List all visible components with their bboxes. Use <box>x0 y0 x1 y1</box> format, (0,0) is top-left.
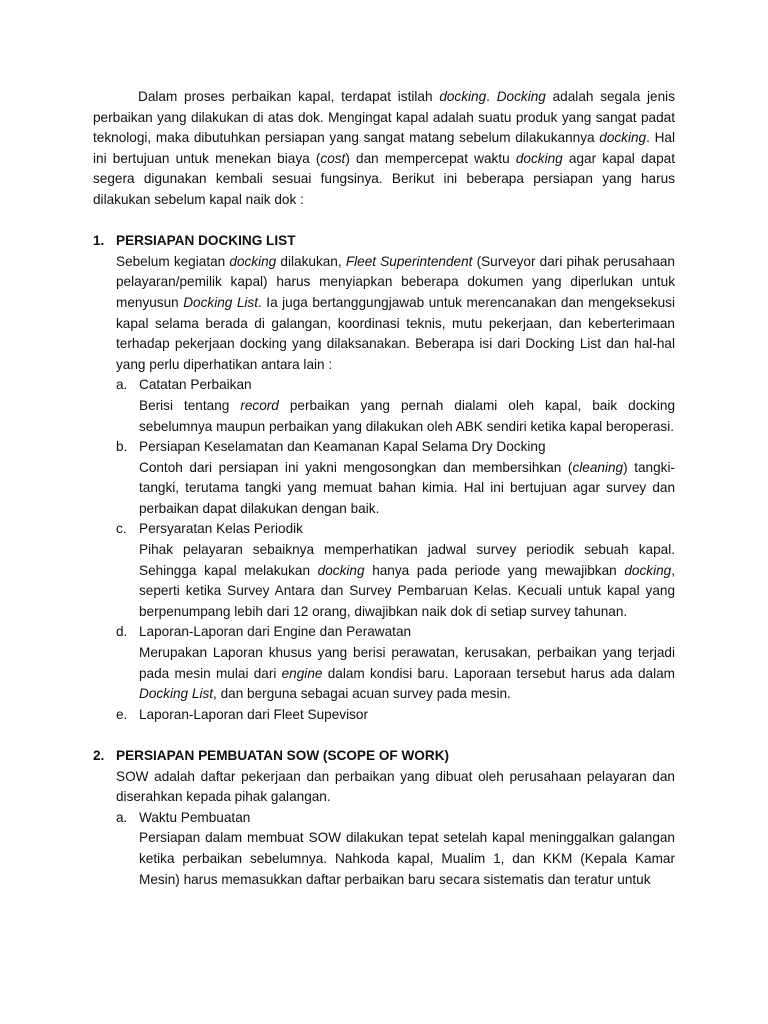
text-run: hanya pada periode yang mewajibkan <box>364 562 625 578</box>
text-run: . <box>486 89 497 104</box>
italic-term: engine <box>281 665 323 681</box>
section-number: 1. <box>93 233 105 249</box>
italic-term: cleaning <box>572 459 624 475</box>
list-item-paragraph <box>139 458 675 520</box>
section-number: 2. <box>93 748 105 763</box>
list-item-letter: a. <box>116 809 128 825</box>
list-item-paragraph <box>139 396 675 437</box>
list-item-title: Waktu Pembuatan <box>139 809 251 825</box>
text-run: ) tangki-tangki, terutama tangki yang memuat bahan kimia. Hal ini bertujuan agar survey dan perbaikan dapat dilakukan dengan baik. <box>139 459 675 516</box>
section-title: PERSIAPAN PEMBUATAN SOW (SCOPE OF WORK) <box>116 748 450 763</box>
list-item-letter: a. <box>116 377 128 393</box>
list-item-letter: c. <box>116 521 127 537</box>
list-item-letter: b. <box>116 439 128 455</box>
list-item-title: Persiapan Keselamatan dan Keamanan Kapal Selama Dry Docking <box>139 439 546 455</box>
list-item-paragraph: Persiapan dalam membuat SOW dilakukan tepat setelah kapal meninggalkan galangan ketika perbaikan sebelumnya. Nahkoda kapal, Mualim 1, dan KKM (Kepala Kamar Mesin) harus memasukkan daftar perbaikan baru secara sistematis dan teratur untuk <box>139 830 675 887</box>
italic-term: docking <box>317 562 365 578</box>
document-body <box>93 87 675 890</box>
list-item-title: Laporan-Laporan dari Engine dan Perawatan <box>139 624 412 640</box>
list-item-title: Laporan-Laporan dari Fleet Supevisor <box>139 706 368 722</box>
list-item-title: Catatan Perbaikan <box>139 377 252 393</box>
text-run: Dalam proses perbaikan kapal, terdapat istilah <box>138 89 440 104</box>
italic-term: docking <box>624 562 672 578</box>
text-run: Berisi tentang <box>139 397 241 413</box>
list-item <box>116 375 675 396</box>
section-scope-of-work <box>93 746 675 890</box>
section-paragraph: SOW adalah daftar pekerjaan dan perbaikan yang dibuat oleh perusahaan pelayaran dan diserahkan kepada pihak galangan. <box>116 768 675 805</box>
intro-paragraph <box>93 87 675 211</box>
text-run: dilakukan, <box>276 253 346 269</box>
text-run: adalah segala jenis perbaikan yang dilakukan di atas dok. Mengingat kapal adalah suatu produk yang sangat padat teknologi, maka dibutuhkan persiapan yang sangat matang sebelum dilakukannya <box>93 89 675 146</box>
list-item <box>116 622 675 643</box>
list-item-letter: d. <box>116 624 128 640</box>
italic-term: docking <box>515 150 563 166</box>
text-run: , seperti ketika Survey Antara dan Survey Pembaruan Kelas. Kecuali untuk kapal yang berpenumpang lebih dari 12 orang, diwajibkan naik dok di setiap survey tahunan. <box>139 562 676 619</box>
text-run: ) dan mempercepat waktu <box>345 150 516 166</box>
italic-term: cost <box>320 150 346 166</box>
italic-term: docking <box>439 89 487 104</box>
list-item <box>116 705 675 726</box>
section-title: PERSIAPAN DOCKING LIST <box>116 233 296 249</box>
text-run: (Surveyor dari pihak perusahaan pelayaran/pemilik kapal) harus menyiapkan beberapa dokumen yang diperlukan untuk menyusun <box>116 253 675 310</box>
text-run: , dan berguna sebagai acuan survey pada mesin. <box>213 686 511 702</box>
list-item <box>116 808 675 829</box>
text-run: dalam kondisi baru. Laporaan tersebut harus ada dalam <box>322 665 675 681</box>
section-docking-list <box>93 231 675 725</box>
section-content <box>116 252 675 726</box>
list-item-paragraph <box>139 540 675 622</box>
text-run: agar kapal dapat segera digunakan kembali sesuai fungsinya. Berikut ini beberapa persiapan yang harus dilakukan sebelum kapal naik dok : <box>93 150 675 207</box>
text-run: Merupakan Laporan khusus yang berisi perawatan, kerusakan, perbaikan yang terjadi pada mesin mulai dari <box>139 645 675 681</box>
section-heading <box>93 746 675 767</box>
list-item-paragraph <box>139 643 675 705</box>
italic-term: Docking List <box>183 294 259 310</box>
section-heading <box>93 231 675 252</box>
list-item-letter: e. <box>116 706 128 722</box>
list-item <box>116 519 675 540</box>
list-item-title: Persyaratan Kelas Periodik <box>139 521 303 537</box>
text-run: . Hal ini bertujuan untuk menekan biaya ( <box>93 130 675 166</box>
text-run: . Ia juga bertanggungjawab untuk merencanakan dan mengeksekusi kapal selama berada di galangan, koordinasi teknis, mutu pekerjaan, dan keberterimaan terhadap pekerjaan docking yang dilaksanakan. Beberapa isi dari Docking List dan hal-hal yang perlu diperhatikan antara lain : <box>116 294 675 372</box>
text-run: Sebelum kegiatan <box>116 253 230 269</box>
list-item <box>116 437 675 458</box>
italic-term: Docking List <box>139 686 214 702</box>
section-paragraph <box>116 252 675 376</box>
text-run: Pihak pelayaran sebaiknya memperhatikan jadwal survey periodik sebuah kapal. Sehingga kapal melakukan <box>139 542 675 578</box>
text-run: perbaikan yang pernah dialami oleh kapal, baik docking sebelumnya maupun perbaikan yang dilakukan oleh ABK sendiri ketika kapal beroperasi. <box>139 397 675 434</box>
text-run: Contoh dari persiapan ini yakni mengosongkan dan membersihkan ( <box>139 459 573 475</box>
italic-term: Fleet Superintendent <box>345 253 473 269</box>
italic-term: docking <box>599 130 647 146</box>
section-content <box>116 767 675 891</box>
italic-term: Docking <box>496 89 546 104</box>
italic-term: record <box>240 397 279 413</box>
italic-term: docking <box>229 253 277 269</box>
